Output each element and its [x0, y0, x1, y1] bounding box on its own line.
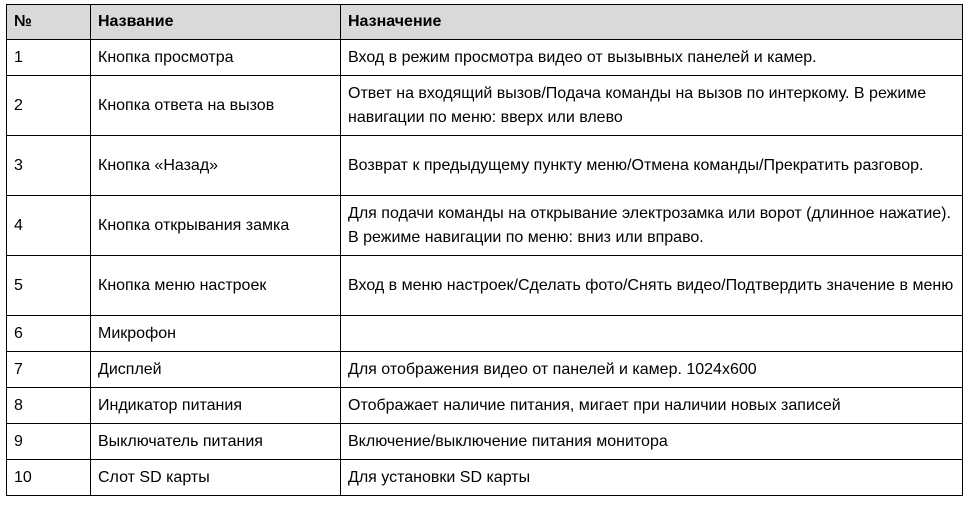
cell-name: Слот SD карты [91, 460, 341, 496]
table-row [7, 388, 963, 424]
table-row [7, 196, 963, 256]
cell-purpose [341, 316, 963, 352]
cell-purpose: Для подачи команды на открывание электрозамка или ворот (длинное нажатие). В режиме навигации по меню: вниз или вправо. [341, 196, 963, 256]
cell-number: 5 [7, 256, 91, 316]
table-row [7, 352, 963, 388]
cell-name: Кнопка «Назад» [91, 136, 341, 196]
cell-purpose: Для отображения видео от панелей и камер. 1024х600 [341, 352, 963, 388]
table-header-row [7, 5, 963, 40]
cell-number: 8 [7, 388, 91, 424]
cell-purpose: Включение/выключение питания монитора [341, 424, 963, 460]
cell-name: Кнопка ответа на вызов [91, 76, 341, 136]
header-name: Название [91, 5, 341, 40]
cell-purpose: Возврат к предыдущему пункту меню/Отмена команды/Прекратить разговор. [341, 136, 963, 196]
table-row [7, 40, 963, 76]
cell-name: Микрофон [91, 316, 341, 352]
cell-name: Выключатель питания [91, 424, 341, 460]
table-row [7, 136, 963, 196]
cell-name: Дисплей [91, 352, 341, 388]
cell-purpose: Ответ на входящий вызов/Подача команды на вызов по интеркому. В режиме навигации по меню: вверх или влево [341, 76, 963, 136]
cell-number: 6 [7, 316, 91, 352]
cell-number: 2 [7, 76, 91, 136]
cell-purpose: Отображает наличие питания, мигает при наличии новых записей [341, 388, 963, 424]
cell-purpose: Вход в режим просмотра видео от вызывных панелей и камер. [341, 40, 963, 76]
cell-name: Кнопка просмотра [91, 40, 341, 76]
table-row [7, 76, 963, 136]
header-number: № [7, 5, 91, 40]
table-row [7, 460, 963, 496]
header-purpose: Назначение [341, 5, 963, 40]
table-row [7, 424, 963, 460]
components-table [6, 4, 963, 496]
cell-name: Индикатор питания [91, 388, 341, 424]
table-row [7, 316, 963, 352]
cell-name: Кнопка меню настроек [91, 256, 341, 316]
cell-number: 9 [7, 424, 91, 460]
table-row [7, 256, 963, 316]
cell-number: 4 [7, 196, 91, 256]
cell-purpose: Вход в меню настроек/Сделать фото/Снять видео/Подтвердить значение в меню [341, 256, 963, 316]
cell-number: 3 [7, 136, 91, 196]
cell-name: Кнопка открывания замка [91, 196, 341, 256]
cell-number: 10 [7, 460, 91, 496]
cell-number: 7 [7, 352, 91, 388]
cell-purpose: Для установки SD карты [341, 460, 963, 496]
cell-number: 1 [7, 40, 91, 76]
